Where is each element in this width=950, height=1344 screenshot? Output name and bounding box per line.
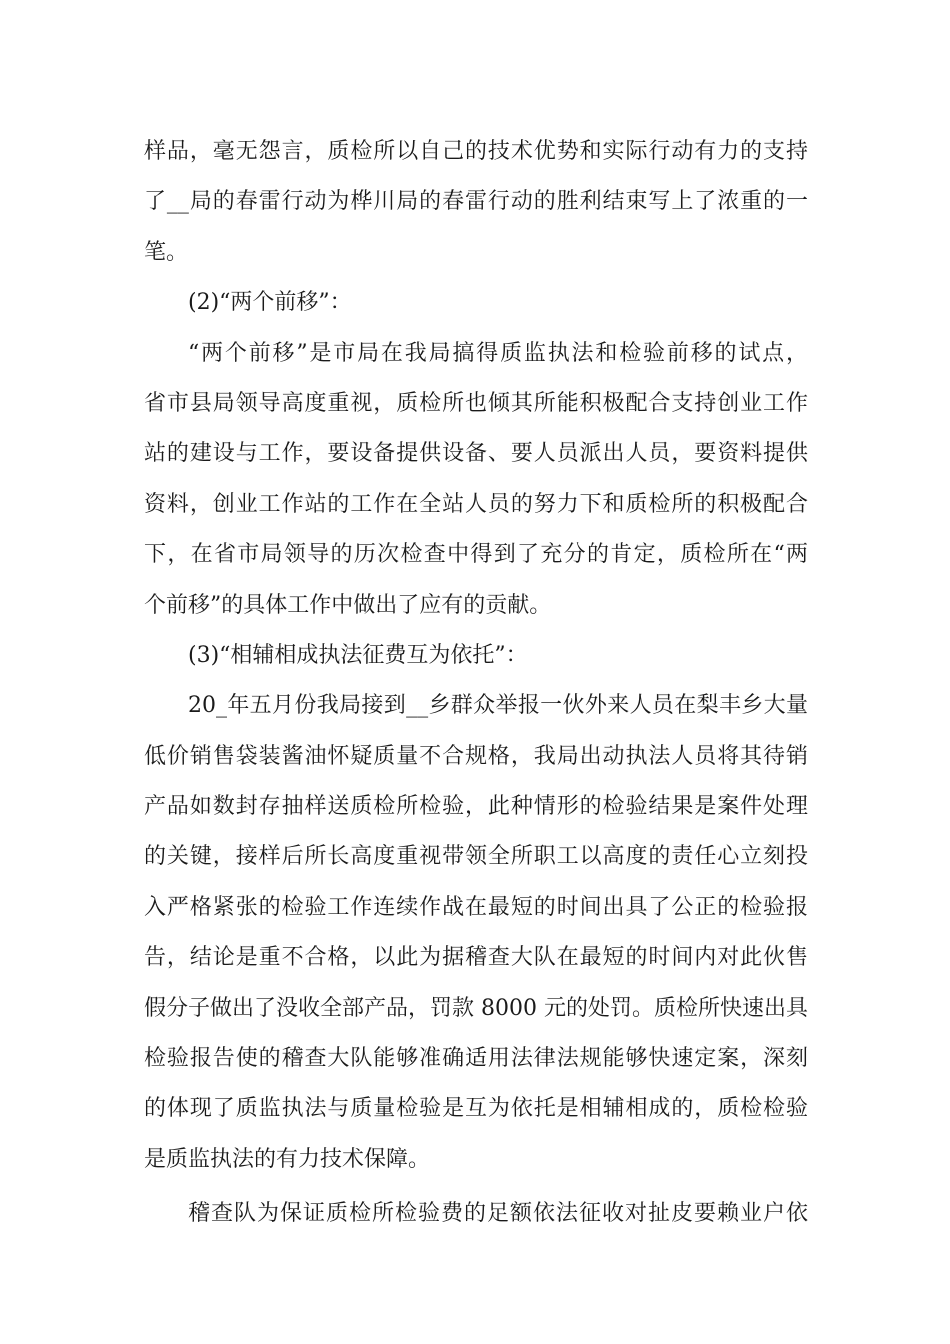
text-line-content: 笔。 bbox=[144, 239, 189, 265]
text-line bbox=[144, 1084, 808, 1134]
text-line bbox=[144, 984, 808, 1034]
text-line-content: 稽查队为保证质检所检验费的足额依法征收对扯皮要赖业户依 bbox=[188, 1201, 808, 1227]
text-line-content: 站的建设与工作，要设备提供设备、要人员派出人员，要资料提供 bbox=[144, 441, 808, 467]
text-line bbox=[144, 933, 808, 983]
text-line bbox=[144, 832, 808, 882]
text-line-content: 入严格紧张的检验工作连续作战在最短的时间出具了公正的检验报 bbox=[144, 894, 808, 920]
text-line bbox=[144, 782, 808, 832]
text-line bbox=[144, 883, 808, 933]
document-body bbox=[144, 127, 808, 1240]
text-line-content: 省市县局领导高度重视，质检所也倾其所能积极配合支持创业工作 bbox=[144, 390, 808, 416]
text-line-content: 假分子做出了没收全部产品，罚款 8000 元的处罚。质检所快速出具 bbox=[144, 995, 808, 1021]
text-line bbox=[144, 581, 808, 631]
text-line-content: 告，结论是重不合格，以此为据稽查大队在最短的时间内对此伙售 bbox=[144, 945, 808, 971]
text-line-content: 的关键，接样后所长高度重视带领全所职工以高度的责任心立刻投 bbox=[144, 844, 808, 870]
text-line bbox=[144, 1034, 808, 1084]
text-line bbox=[144, 1189, 808, 1239]
text-line-content: 是质监执法的有力技术保障。 bbox=[144, 1146, 431, 1172]
text-line-content: 低价销售袋装酱油怀疑质量不合规格，我局出动执法人员将其待销 bbox=[144, 743, 808, 769]
text-line bbox=[144, 530, 808, 580]
text-line-content: 样品，毫无怨言，质检所以自己的技术优势和实际行动有力的支持 bbox=[144, 139, 808, 164]
text-line bbox=[144, 480, 808, 530]
text-line bbox=[144, 329, 808, 379]
text-line bbox=[144, 631, 808, 681]
text-line-content: 下，在省市局领导的历次检查中得到了充分的肯定，质检所在“两 bbox=[144, 542, 808, 568]
text-line-content: 了__局的春雷行动为桦川局的春雷行动的胜利结束写上了浓重的一 bbox=[144, 189, 808, 215]
text-line-content: 20_年五月份我局接到__乡群众举报一伙外来人员在梨丰乡大量 bbox=[188, 693, 808, 719]
text-line-content: 的体现了质监执法与质量检验是互为依托是相辅相成的，质检检验 bbox=[144, 1096, 808, 1122]
text-line bbox=[144, 177, 808, 227]
text-line-content: “两个前移”是市局在我局搞得质监执法和检验前移的试点， bbox=[188, 340, 808, 366]
text-line bbox=[144, 379, 808, 429]
text-line bbox=[144, 681, 808, 731]
text-line-content: 资料，创业工作站的工作在全站人员的努力下和质检所的积极配合 bbox=[144, 491, 808, 517]
text-line bbox=[144, 429, 808, 479]
text-line bbox=[144, 278, 808, 328]
text-line-content: 个前移”的具体工作中做出了应有的贡献。 bbox=[144, 592, 552, 618]
text-line-content: 产品如数封存抽样送质检所检验，此种情形的检验结果是案件处理 bbox=[144, 794, 808, 820]
text-line bbox=[144, 127, 808, 177]
text-line-content: 检验报告使的稽查大队能够准确适用法律法规能够快速定案，深刻 bbox=[144, 1046, 808, 1072]
text-line bbox=[144, 732, 808, 782]
text-line bbox=[144, 228, 808, 278]
text-line bbox=[144, 1135, 808, 1185]
text-line-content: (2)“两个前移”： bbox=[188, 290, 352, 316]
text-line-content: (3)“相辅相成执法征费互为依托”： bbox=[188, 642, 528, 668]
